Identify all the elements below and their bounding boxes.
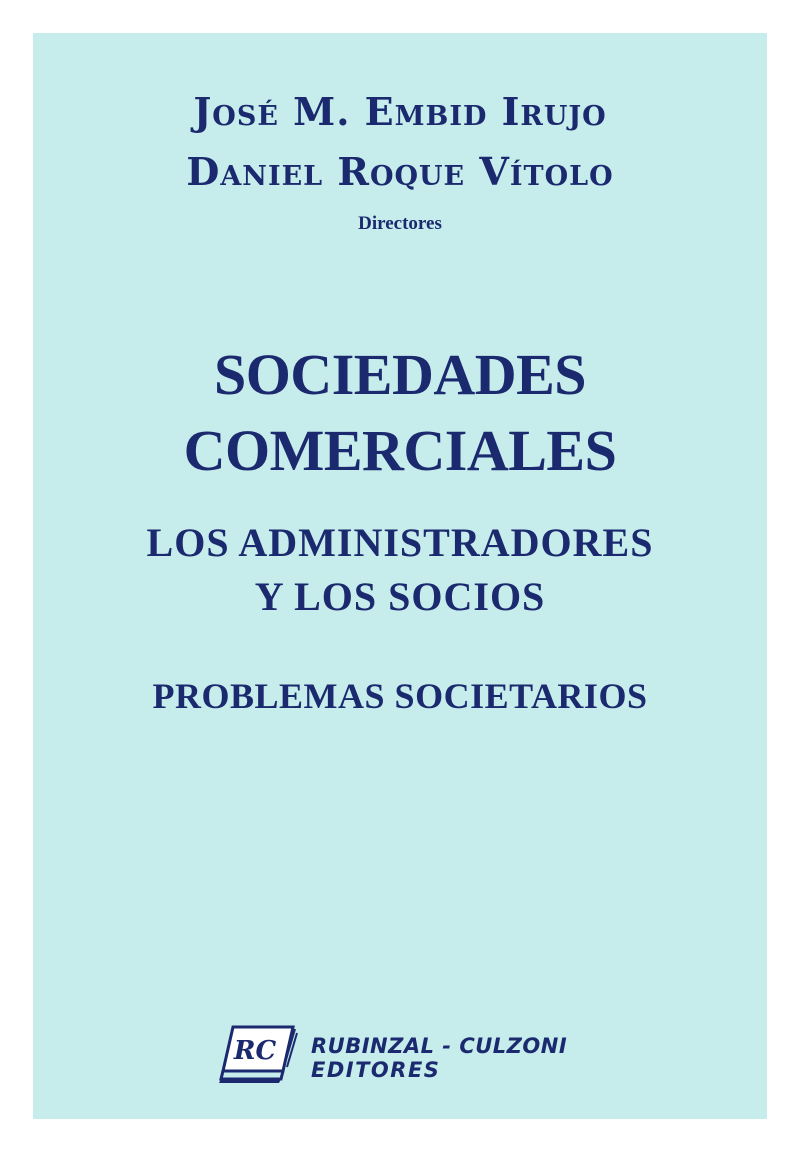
logo-monogram: RC [233, 1036, 277, 1066]
title-line-2: COMERCIALES [183, 418, 617, 483]
directors-label: Directores [358, 213, 442, 234]
author-1: José M. Embid Irujo [193, 89, 607, 134]
title-line-1: SOCIEDADES [213, 342, 587, 407]
publisher-editores: EDITORES [311, 1058, 441, 1082]
publisher-block [219, 1023, 619, 1093]
subtitle-line-1: LOS ADMINISTRADORES [146, 520, 654, 565]
subtitle-line-2: Y LOS SOCIOS [254, 574, 546, 619]
series-title: PROBLEMAS SOCIETARIOS [152, 676, 648, 716]
author-2: Daniel Roque Vítolo [186, 149, 614, 194]
book-cover [33, 33, 767, 1119]
publisher-book-logo-icon [219, 1023, 299, 1085]
publisher-name: RUBINZAL - CULZONI [311, 1034, 568, 1058]
